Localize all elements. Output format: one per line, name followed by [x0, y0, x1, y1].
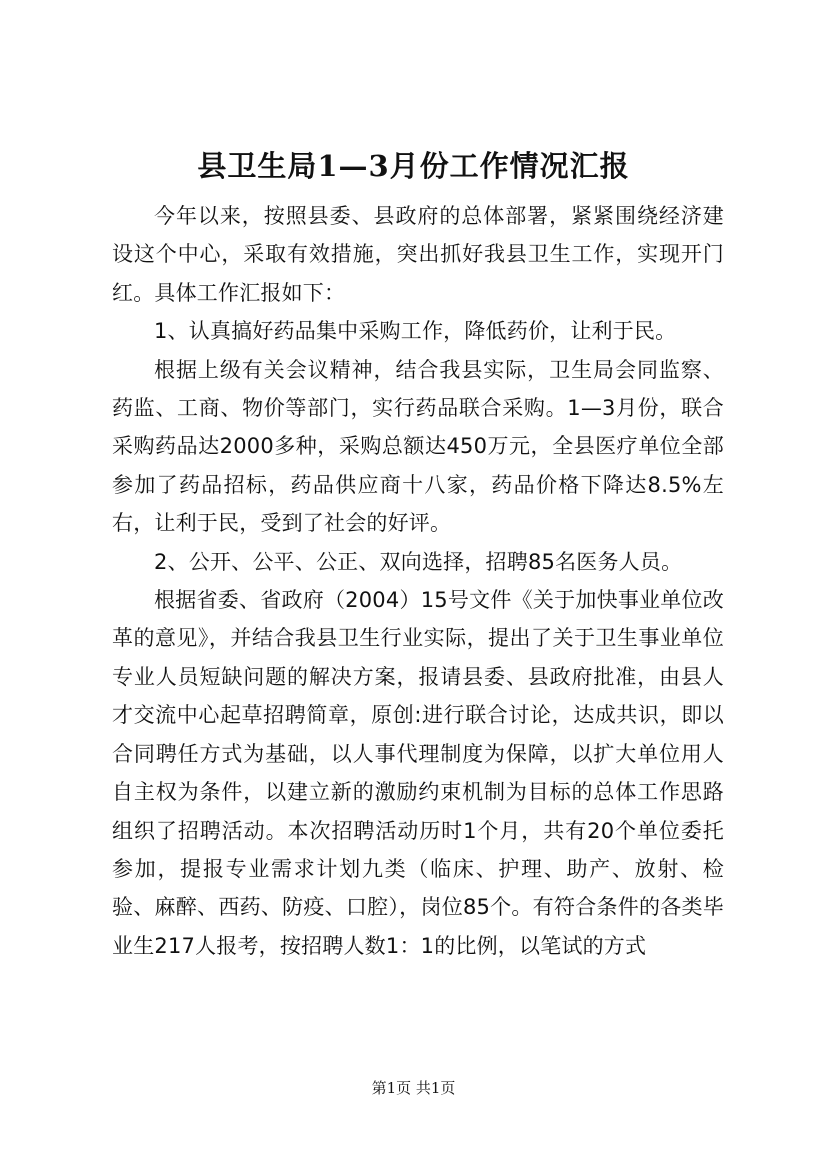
paragraph-drug-procurement: 根据上级有关会议精神，结合我县实际，卫生局会同监察、药监、工商、物价等部门，实行药品联合采购。1—3月份，联合采购药品达2000多种，采购总额达450万元，全县医疗单位全部参加了药品招标，药品供应商十八家，药品价格下降达8.5%左右，让利于民，受到了社会的好评。: [112, 357, 724, 536]
paragraph-heading-2: 2、公开、公平、公正、双向选择，招聘85名医务人员。: [154, 549, 683, 574]
document-title: 县卫生局1—3月份工作情况汇报: [197, 149, 630, 183]
page-footer: 第1页 共1页: [371, 1079, 456, 1097]
paragraph-intro: 今年以来，按照县委、县政府的总体部署，紧紧围绕经济建设这个中心，采取有效措施，突出抓好我县卫生工作，实现开门红。具体工作汇报如下：: [112, 204, 724, 305]
paragraph-heading-1: 1、认真搞好药品集中采购工作，降低药价，让利于民。: [154, 319, 677, 344]
document-body: [112, 197, 724, 965]
paragraph-recruitment: 根据省委、省政府（2004）15号文件《关于加快事业单位改革的意见》，并结合我县卫生行业实际，提出了关于卫生事业单位专业人员短缺问题的解决方案，报请县委、县政府批准，由县人才交流中心起草招聘简章，原创:进行联合讨论，达成共识，即以合同聘任方式为基础，以人事代理制度为保障，以扩大单位用人自主权为条件，以建立新的激励约束机制为目标的总体工作思路组织了招聘活动。本次招聘活动历时1个月，共有20个单位委托参加，提报专业需求计划九类（临床、护理、助产、放射、检验、麻醉、西药、防疫、口腔），岗位85个。有符合条件的各类毕业生217人报考，按招聘人数1：1的比例，以笔试的方式: [112, 588, 724, 958]
